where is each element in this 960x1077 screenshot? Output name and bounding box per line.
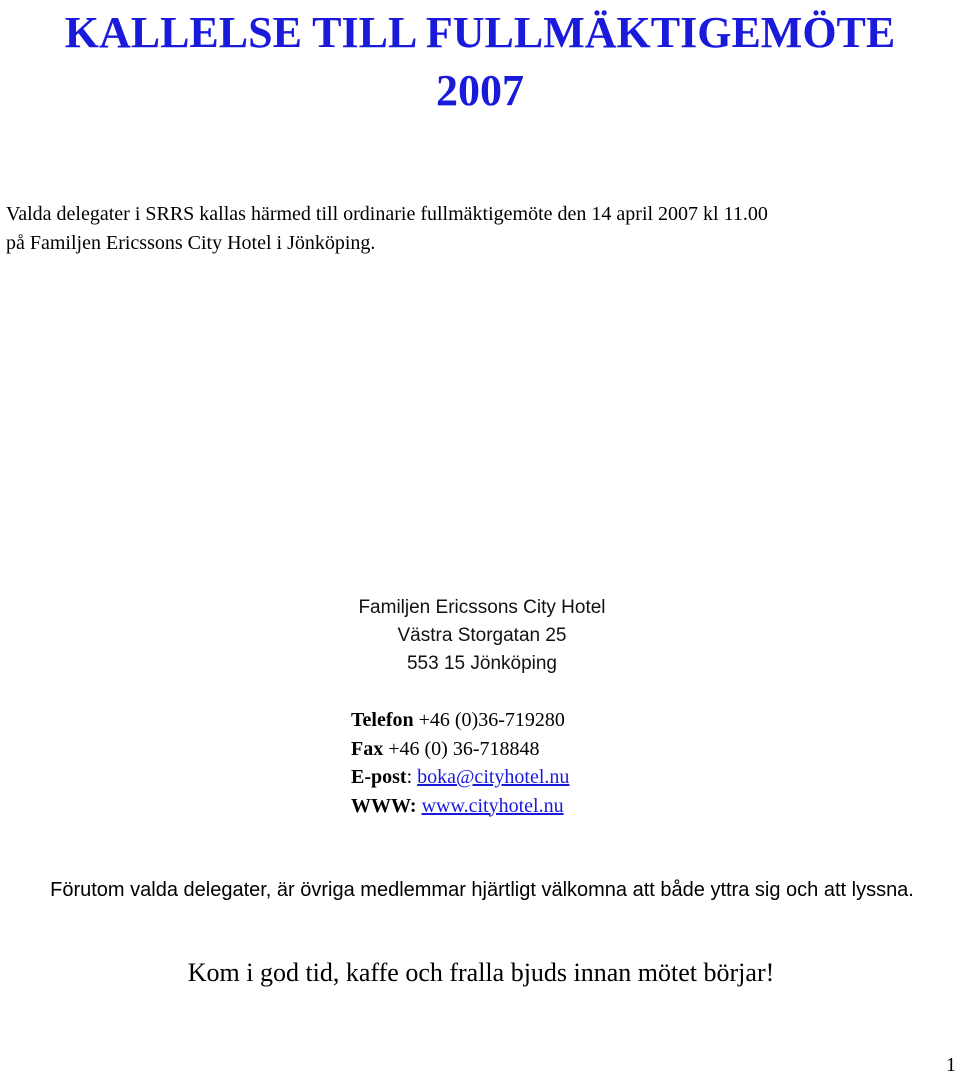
title-line-1: KALLELSE TILL FULLMÄKTIGEMÖTE xyxy=(64,8,896,57)
hotel-address xyxy=(0,594,960,678)
fax-line xyxy=(351,735,751,764)
email-label: E-post xyxy=(351,766,407,788)
www-label: WWW: xyxy=(351,794,417,817)
hotel-name: Familjen Ericssons City Hotel xyxy=(358,597,606,618)
email-separator: : xyxy=(406,766,418,788)
page-number: 1 xyxy=(946,1054,956,1076)
phone-label: Telefon xyxy=(351,709,414,731)
intro-line-1: Valda delegater i SRRS kallas härmed till ordinarie fullmäktigemöte den 14 april 2007 kl 11.00 xyxy=(6,203,768,225)
document-title xyxy=(0,4,960,120)
website-link[interactable]: www.cityhotel.nu xyxy=(421,794,564,817)
closing-line: Kom i god tid, kaffe och fralla bjuds innan mötet börjar! xyxy=(187,958,775,987)
fax-value: +46 (0) 36-718848 xyxy=(383,737,540,760)
email-link[interactable]: boka@cityhotel.nu xyxy=(417,766,570,788)
email-line xyxy=(351,763,751,792)
fax-label: Fax xyxy=(351,737,384,760)
hotel-contact xyxy=(351,706,751,820)
www-line xyxy=(351,792,751,821)
phone-value: +46 (0)36-719280 xyxy=(413,709,565,731)
hotel-postal: 553 15 Jönköping xyxy=(406,653,557,674)
intro-paragraph xyxy=(6,200,946,258)
title-line-2: 2007 xyxy=(436,66,524,115)
hotel-street: Västra Storgatan 25 xyxy=(397,625,567,646)
intro-line-2: på Familjen Ericssons City Hotel i Jönköping. xyxy=(6,232,376,254)
welcome-paragraph: Förutom valda delegater, är övriga medlemmar hjärtligt välkomna att både yttra sig och att lyssna. xyxy=(50,879,914,901)
phone-line xyxy=(351,706,751,735)
